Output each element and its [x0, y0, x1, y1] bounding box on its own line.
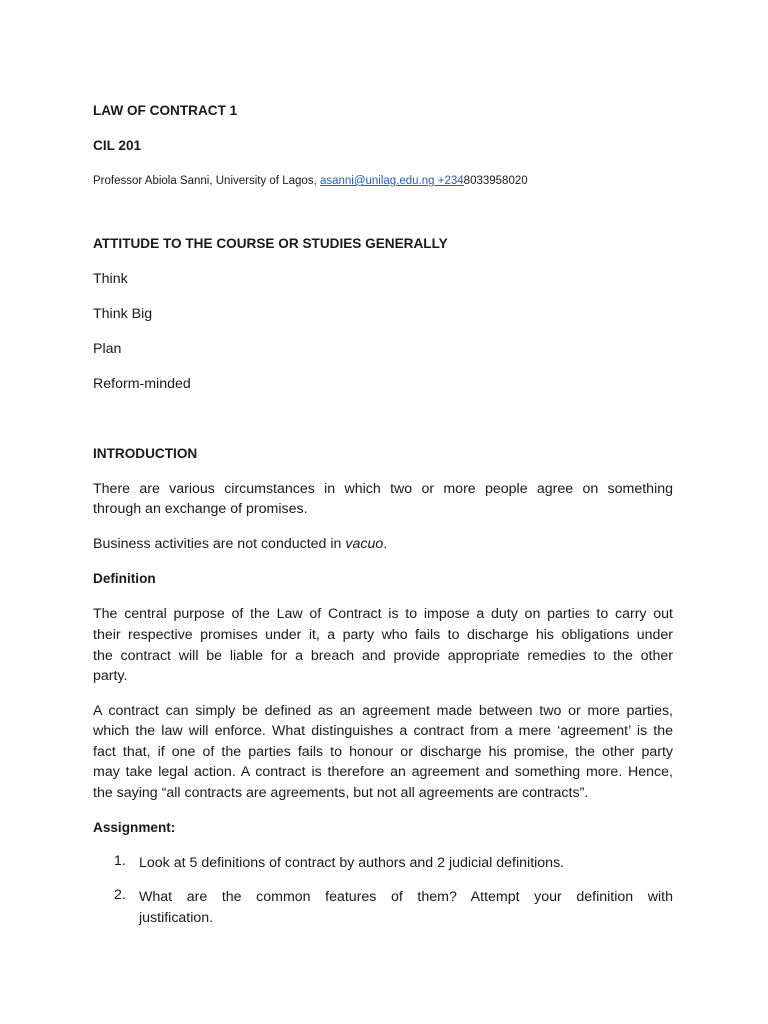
intro-text-end: . — [383, 536, 388, 552]
introduction-heading: INTRODUCTION — [93, 446, 198, 461]
definition-paragraph-line: A contract can simply be defined as an agreement made between two or more parties, — [93, 703, 673, 719]
intro-text: Business activities are not conducted in — [93, 536, 346, 552]
list-item: Look at 5 definitions of contract by authors and 2 judicial definitions. — [139, 855, 565, 871]
definition-paragraph-line: their respective promises under it, a party who fails to discharge his obligations under — [93, 627, 673, 643]
attitude-heading: ATTITUDE TO THE COURSE OR STUDIES GENERALLY — [93, 236, 448, 251]
list-number: 2. — [114, 887, 126, 903]
definition-paragraph-line: The central purpose of the Law of Contract is to impose a duty on parties to carry out — [93, 606, 673, 622]
intro-paragraph-line: through an exchange of promises. — [93, 501, 308, 517]
email-link[interactable]: asanni@unilag.edu.ng +234 — [319, 175, 464, 187]
definition-paragraph-line: the saying “all contracts are agreements, but not all agreements are contracts”. — [93, 785, 589, 801]
list-number: 1. — [114, 853, 126, 869]
attitude-item: Reform-minded — [93, 376, 191, 392]
intro-paragraph-line: There are various circumstances in which two or more people agree on something — [93, 481, 673, 497]
intro-paragraph-2 — [93, 534, 673, 555]
intro-italic-term: vacuo — [345, 536, 384, 552]
definition-paragraph-line: the contract will be liable for a breach and provide appropriate remedies to the other — [93, 648, 673, 664]
list-item-continuation: justification. — [139, 910, 214, 926]
definition-paragraph-line: party. — [93, 668, 128, 684]
definition-paragraph-line: may take legal action. A contract is therefore an agreement and something more. Hence, — [93, 764, 673, 780]
definition-heading: Definition — [93, 571, 156, 586]
definition-paragraph-line: which the law will enforce. What distinguishes a contract from a mere ‘agreement’ is the — [93, 723, 673, 739]
attitude-item: Plan — [93, 341, 122, 357]
attitude-item: Think — [93, 271, 128, 287]
author-line — [93, 171, 673, 192]
list-item: What are the common features of them? Attempt your definition with — [139, 889, 673, 905]
document-title: LAW OF CONTRACT 1 — [93, 103, 238, 118]
assignment-heading: Assignment: — [93, 820, 176, 835]
phone-number: 8033958020 — [463, 175, 528, 187]
attitude-item: Think Big — [93, 306, 153, 322]
author-text: Professor Abiola Sanni, University of Lagos, — [93, 175, 320, 187]
course-code: CIL 201 — [93, 138, 142, 153]
definition-paragraph-line: fact that, if one of the parties fails to honour or discharge his promise, the other party — [93, 744, 673, 760]
